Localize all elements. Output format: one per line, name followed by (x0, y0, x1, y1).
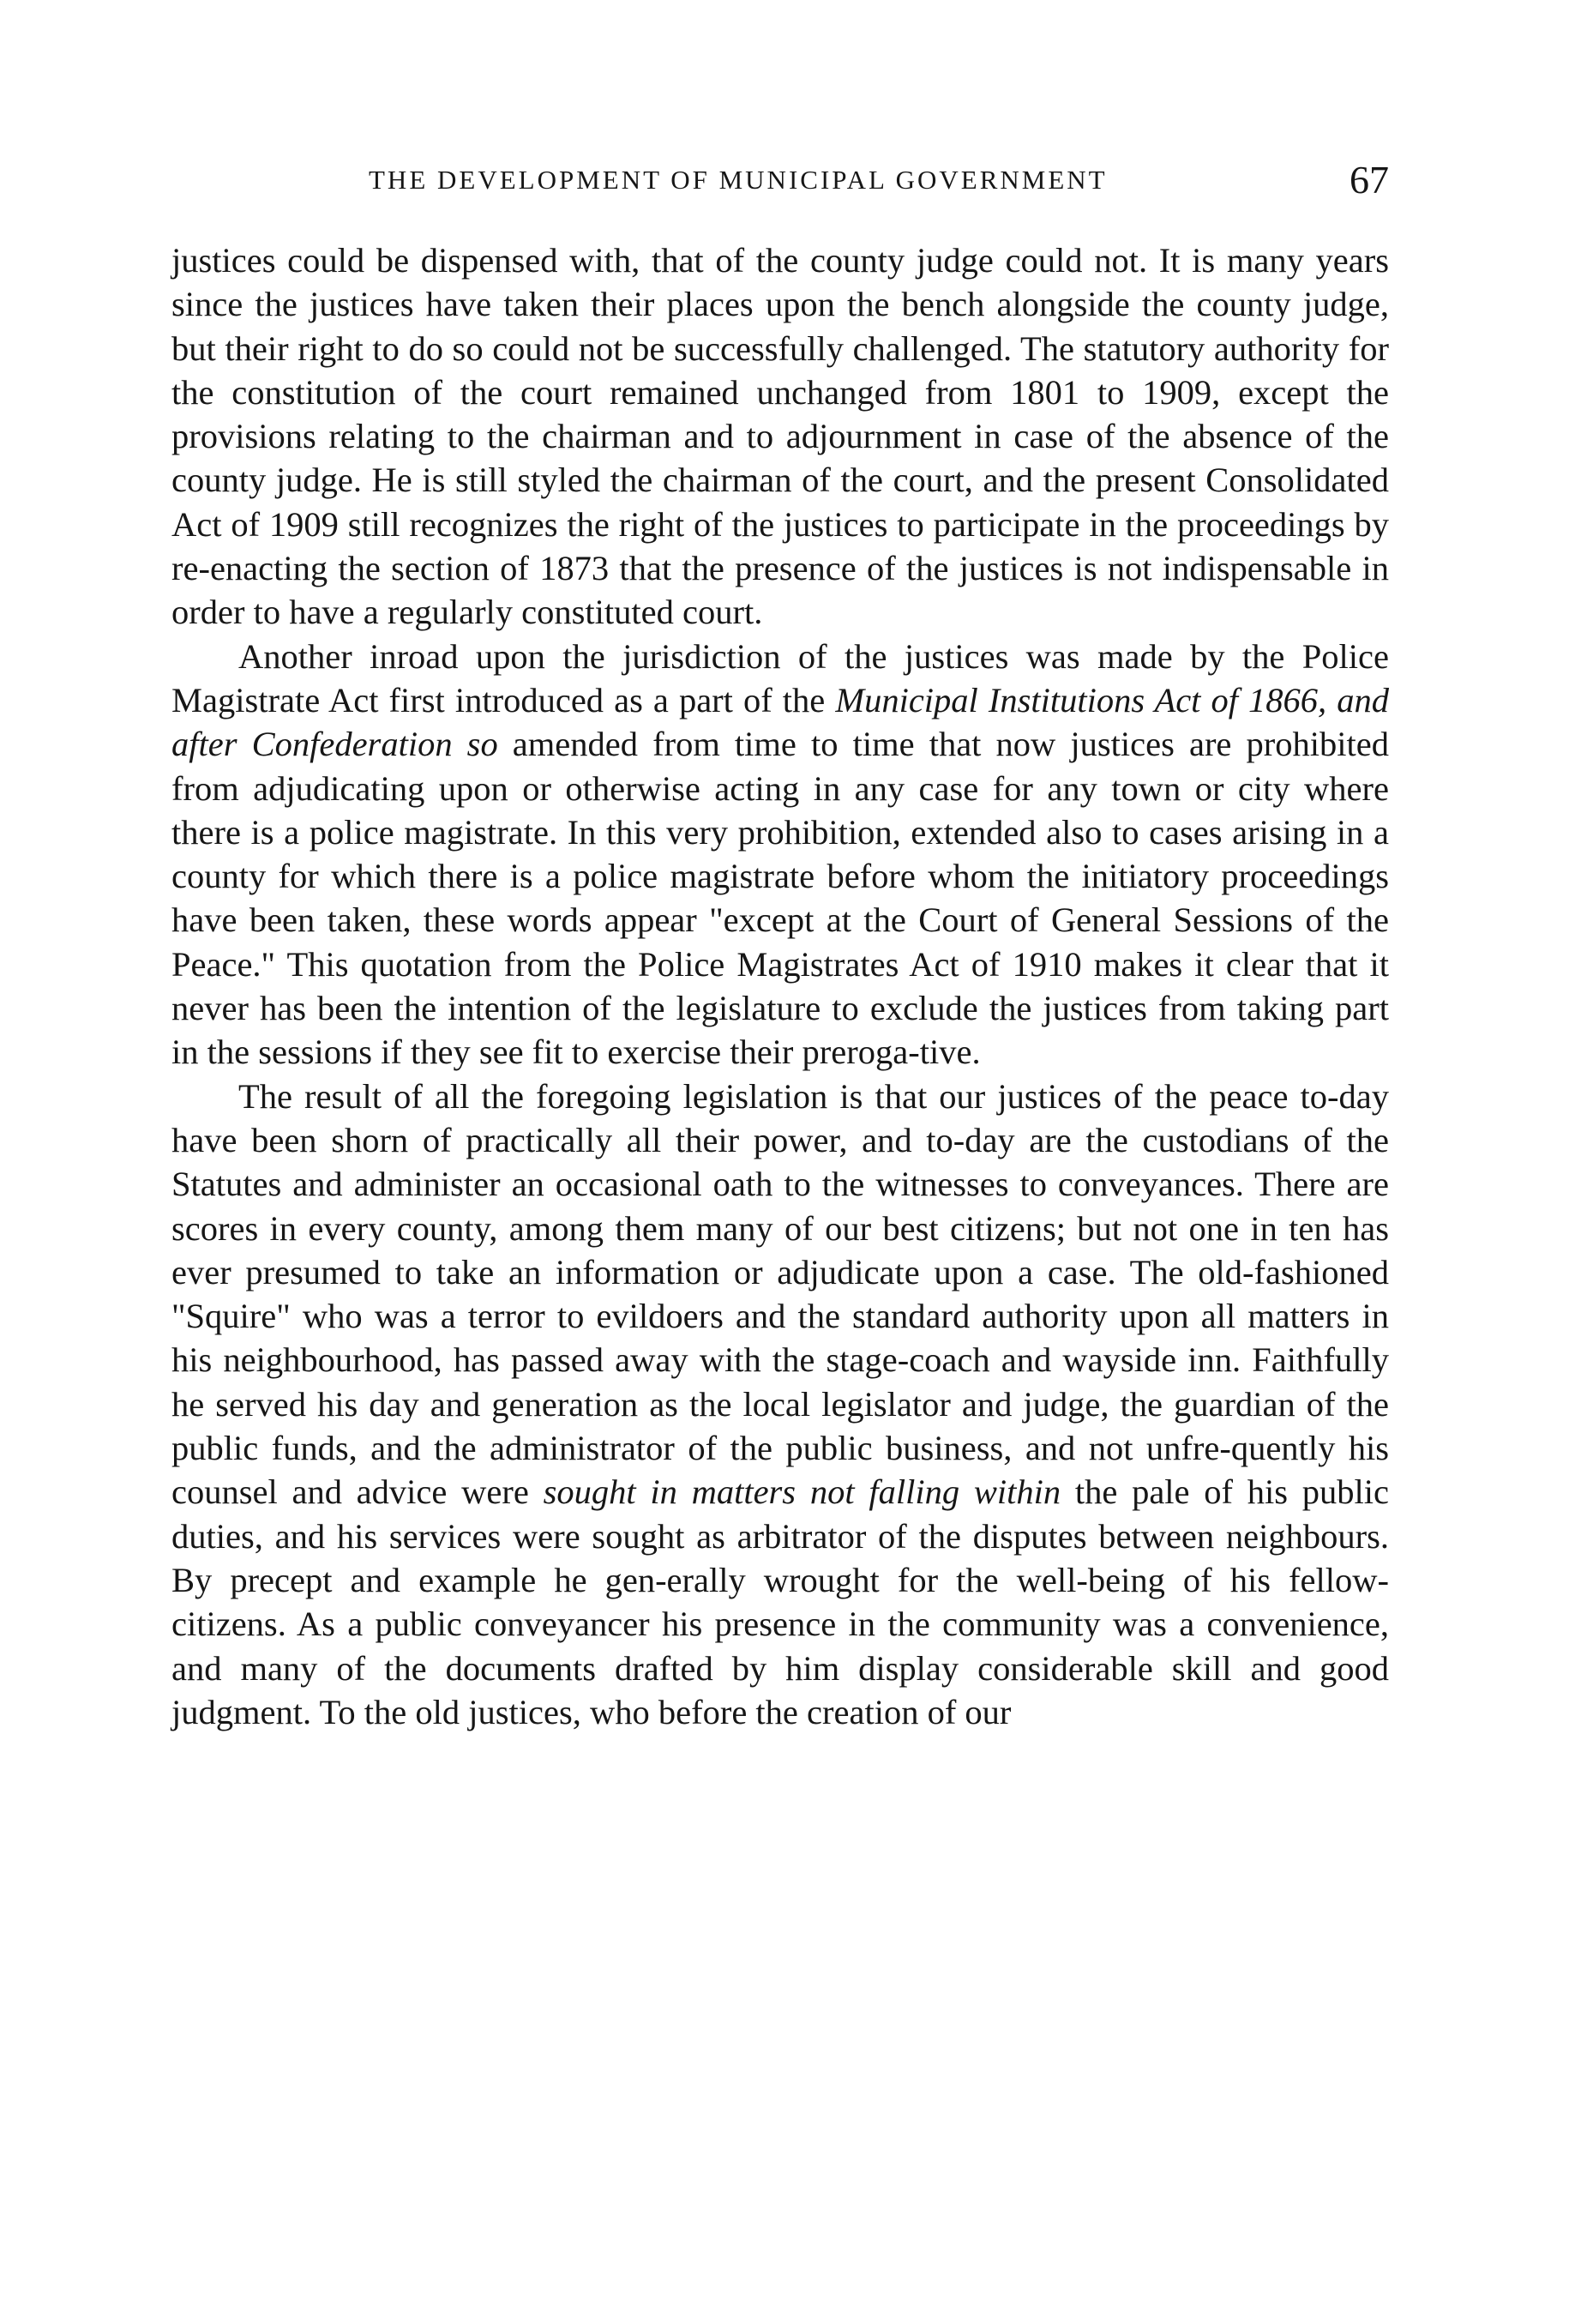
paragraph-2-text-b: amended from time to time that now justices are prohibited from adjudicating upon or otherwise acting in any case for any town or city where there is a police magistrate. In this very prohibition, extended also to cases arising in a county for which there is a police magistrate before whom the initiatory proceedings have been taken, these words appear "except at the Court of General Sessions of the Peace." This quotation from the Police Magistrates Act of 1910 makes it clear that it never has been the intention of the legislature to exclude the justices from taking part in the sessions if they see fit to exercise their preroga-tive. (171, 725, 1389, 1072)
paragraph-3-italic-text: sought in matters not falling within (543, 1472, 1061, 1512)
paragraph-2 (171, 635, 1389, 1075)
paragraph-1-text: justices could be dispensed with, that of the county judge could not. It is many years since the justices have taken their places upon the bench alongside the county judge, but their right to do so could not be successfully challenged. The statutory authority for the constitution of the court remained unchanged from 1801 to 1909, except the provisions relating to the chairman and to adjournment in case of the absence of the county judge. He is still styled the chairman of the court, and the present Consolidated Act of 1909 still recognizes the right of the justices to participate in the proceedings by re-enacting the section of 1873 that the presence of the justices is not indispensable in order to have a regularly constituted court. (171, 241, 1389, 632)
paragraph-1 (171, 238, 1389, 635)
running-head (171, 158, 1389, 213)
paragraph-2-text-a: Another inroad upon the jurisdiction of the justices was made by the Police Magistrate Act first introduced as a part of the (171, 636, 1389, 719)
body-text (171, 238, 1389, 1734)
paragraph-3-text-a: The result of all the foregoing legislation is that our justices of the peace to-day have been shorn of practically all their power, and to-day are the custodians of the Statutes and administer an occasional oath to the witnesses to conveyances. There are scores in every county, among them many of our best citizens; but not one in ten has ever presumed to take an information or adjudicate upon a case. The old-fashioned "Squire" who was a terror to evildoers and the standard authority upon all matters in his neighbourhood, has passed away with the stage-coach and wayside inn. Faithfully he served his day and generation as the local legislator and judge, the guardian of the public funds, and the administrator of the public business, and not unfre-quently his counsel and advice were (171, 1076, 1389, 1512)
paragraph-3 (171, 1075, 1389, 1734)
page-number: 67 (1350, 158, 1389, 202)
running-title: THE DEVELOPMENT OF MUNICIPAL GOVERNMENT (369, 165, 1108, 195)
paragraph-3-text-b: the pale of his public duties, and his services were sought as arbitrator of the disputes between neighbours. By precept and example he gen-erally wrought for the well-being of his fellow-citizens. As a public conveyancer his presence in the community was a convenience, and many of the documents drafted by him display considerable skill and good judgment. To the old justices, who before the creation of our (171, 1472, 1390, 1731)
paragraph-2-italic-text: Municipal Institutions Act of 1866, and after Confederation so (171, 680, 1389, 764)
